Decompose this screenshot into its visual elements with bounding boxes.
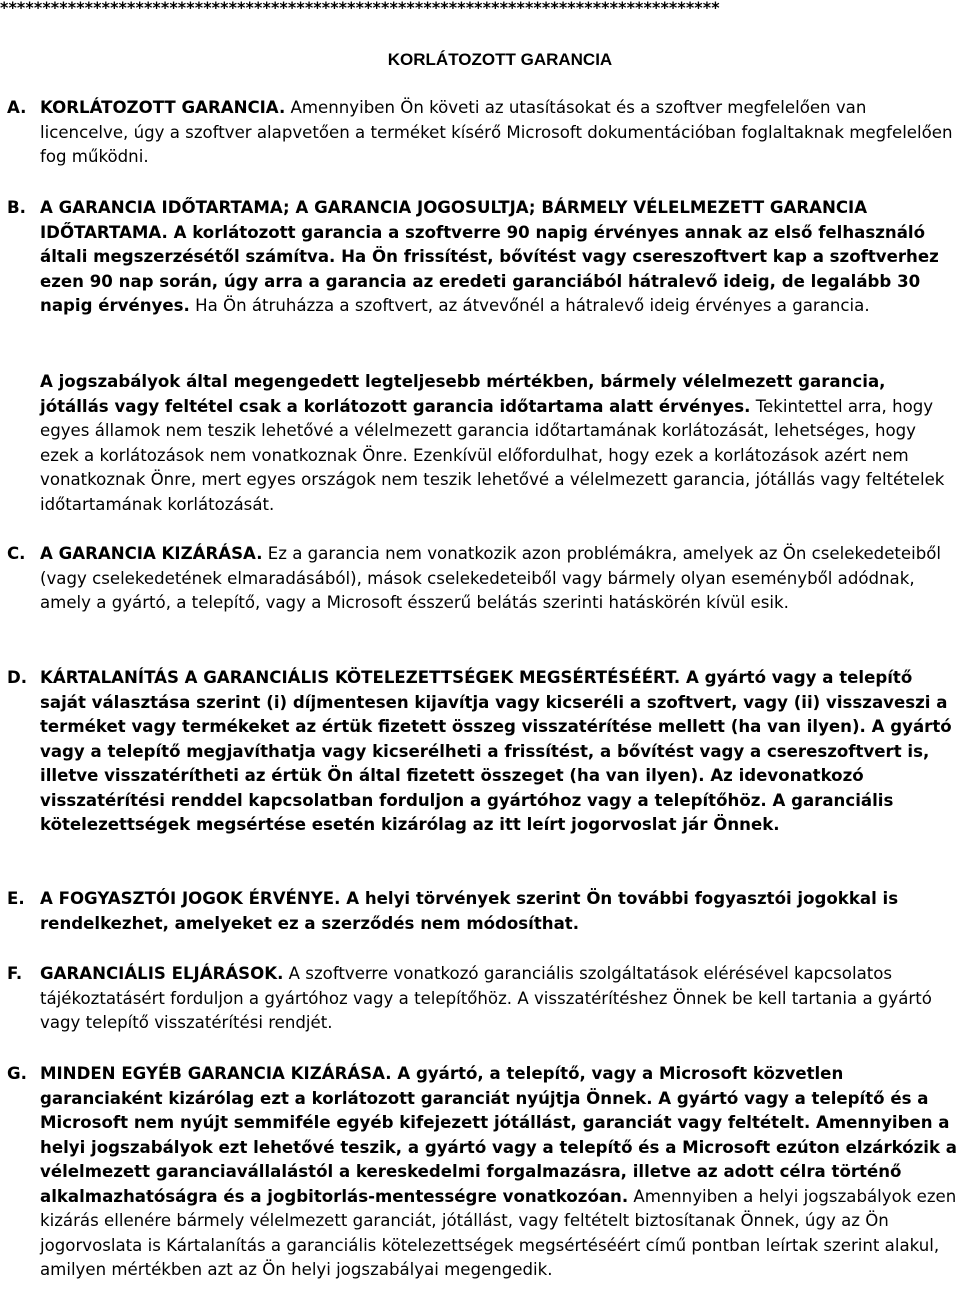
section-f-body — [40, 962, 958, 1036]
section-d-bold-text: A gyártó vagy a telepítő saját választása szerint (i) díjmentesen kijavítja vagy kicseréli a szoftvert, vagy (ii) visszaveszi a terméket vagy termékeket az értük fizetett összeg visszatérítése mellett (ha van ilyen). A gyártó vagy a telepítő megjavíthatja vagy kicserélheti a frissítést, a bővítést vagy a csereszoftvert is, illetve visszatérítheti az értük Ön által fizetett összeget (ha van ilyen). Az idevonatkozó visszatérítési renddel kapcsolatban forduljon a gyártóhoz vagy a telepítőhöz. A garanciális kötelezettségek megsértése esetén kizárólag az itt leírt jogorvoslat jár Önnek. — [40, 668, 952, 834]
section-letter: D. — [7, 668, 28, 687]
section-f-heading: GARANCIÁLIS ELJÁRÁSOK. — [40, 964, 284, 983]
section-g-heading: MINDEN EGYÉB GARANCIA KIZÁRÁSA. — [40, 1064, 392, 1083]
section-f-text: A szoftverre vonatkozó garanciális szolgáltatások elérésével kapcsolatos tájékoztatásért forduljon a gyártóhoz vagy a telepítőhöz. A visszatérítéshez Önnek be kell tartania a gyártó vagy telepítő visszatérítési rendjét. — [40, 964, 932, 1032]
section-a-body — [40, 96, 958, 170]
section-b-para2-bold: A jogszabályok által megengedett legteljesebb mértékben, bármely vélelmezett garancia, jótállás vagy feltétel csak a korlátozott garancia időtartama alatt érvényes. — [40, 372, 886, 416]
asterisk-divider: ************************************************************************************* — [0, 0, 720, 17]
section-c-text: Ez a garancia nem vonatkozik azon problémákra, amelyek az Ön cselekedeteiből (vagy cselekedetének elmaradásából), mások cselekedeteiből vagy bármely olyan eseményből adódnak, amely a gyártó, a telepítő, vagy a Microsoft ésszerű belátás szerinti hatáskörén kívül esik. — [40, 544, 942, 612]
section-letter: F. — [7, 964, 23, 983]
section-d — [0, 666, 960, 838]
section-b-bold-text: A korlátozott garancia a szoftverre 90 napig érvényes annak az első felhasználó általi megszerzésétől számítva. Ha Ön frissítést, bővítést vagy csereszoftvert kap a szoftverhez ezen 90 nap során, úgy arra a garancia az eredeti garanciából hátralevő ideig, de legalább 30 napig érvényes. — [40, 222, 939, 315]
section-b-text: Ha Ön átruházza a szoftvert, az átvevőnél a hátralevő ideig érvényes a garancia. — [189, 296, 870, 315]
section-g-text: Amennyiben a helyi jogszabályok ezen kizárás ellenére bármely vélelmezett garanciát, jótállást, vagy feltételt biztosítanak Önnek, úgy az Ön jogorvoslata is Kártalanítás a garanciális kötelezettségek megsértéséért című pontban leírtak szerint alakul, amilyen mértékben azt az Ön helyi jogszabályai megengedik. — [40, 1186, 957, 1279]
section-letter: C. — [7, 544, 26, 563]
section-g-bold-text: A gyártó, a telepítő, vagy a Microsoft közvetlen garanciaként kizárólag ezt a korlátozott garanciát nyújtja Önnek. A gyártó vagy a telepítő és a Microsoft nem nyújt semmiféle egyéb kifejezett jótállást, garanciát vagy feltételt. Amennyiben a helyi jogszabályok ezt lehetővé teszik, a gyártó vagy a telepítő és a Microsoft ezúton elzárkózik a vélelmezett garanciavállalástól a kereskedelmi forgalmazásra, illetve az adott célra történő alkalmazhatóságra és a jogbitorlás-mentességre vonatkozóan. — [40, 1064, 957, 1206]
section-b-paragraph-2-body — [40, 370, 958, 517]
section-b — [0, 196, 960, 319]
section-letter: A. — [7, 98, 27, 117]
section-f — [0, 962, 960, 1036]
section-b-body — [40, 196, 958, 319]
section-e — [0, 887, 960, 936]
section-b-para2-text: Tekintettel arra, hogy egyes államok nem teszik lehetővé a vélelmezett garancia időtartamának korlátozását, lehetséges, hogy ezek a korlátozások nem vonatkoznak Önre. Ezenkívül előfordulhat, hogy ezek a korlátozások azért nem vonatkoznak Önre, mert egyes országok nem teszik lehetővé a vélelmezett garancia, jótállás vagy feltételek időtartamának korlátozását. — [40, 396, 945, 514]
section-b-paragraph-2 — [0, 370, 960, 517]
section-g — [0, 1062, 960, 1283]
section-e-heading: A FOGYASZTÓI JOGOK ÉRVÉNYE. — [40, 889, 341, 908]
section-letter: B. — [7, 198, 26, 217]
page-title: KORLÁTOZOTT GARANCIA — [387, 50, 613, 69]
section-c — [0, 542, 960, 616]
section-b-heading: A GARANCIA IDŐTARTAMA; A GARANCIA JOGOSULTJA; BÁRMELY VÉLELMEZETT GARANCIA IDŐTARTAMA. — [40, 198, 868, 242]
section-c-body — [40, 542, 958, 616]
section-a-text: Amennyiben Ön követi az utasításokat és a szoftver megfelelően van licencelve, úgy a szoftver alapvetően a terméket kísérő Microsoft dokumentációban foglaltaknak megfelelően fog működni. — [40, 98, 953, 166]
section-g-body — [40, 1062, 958, 1283]
section-letter: G. — [7, 1064, 27, 1083]
section-c-heading: A GARANCIA KIZÁRÁSA. — [40, 544, 263, 563]
section-a-heading: KORLÁTOZOTT GARANCIA. — [40, 98, 286, 117]
section-a — [0, 96, 960, 170]
section-d-heading: KÁRTALANÍTÁS A GARANCIÁLIS KÖTELEZETTSÉGEK MEGSÉRTÉSÉÉRT. — [40, 668, 681, 687]
section-e-body — [40, 887, 958, 936]
section-d-body — [40, 666, 958, 838]
section-e-bold-text: A helyi törvények szerint Ön további fogyasztói jogokkal is rendelkezhet, amelyeket ez a szerződés nem módosíthat. — [40, 889, 899, 933]
section-letter: E. — [7, 889, 25, 908]
